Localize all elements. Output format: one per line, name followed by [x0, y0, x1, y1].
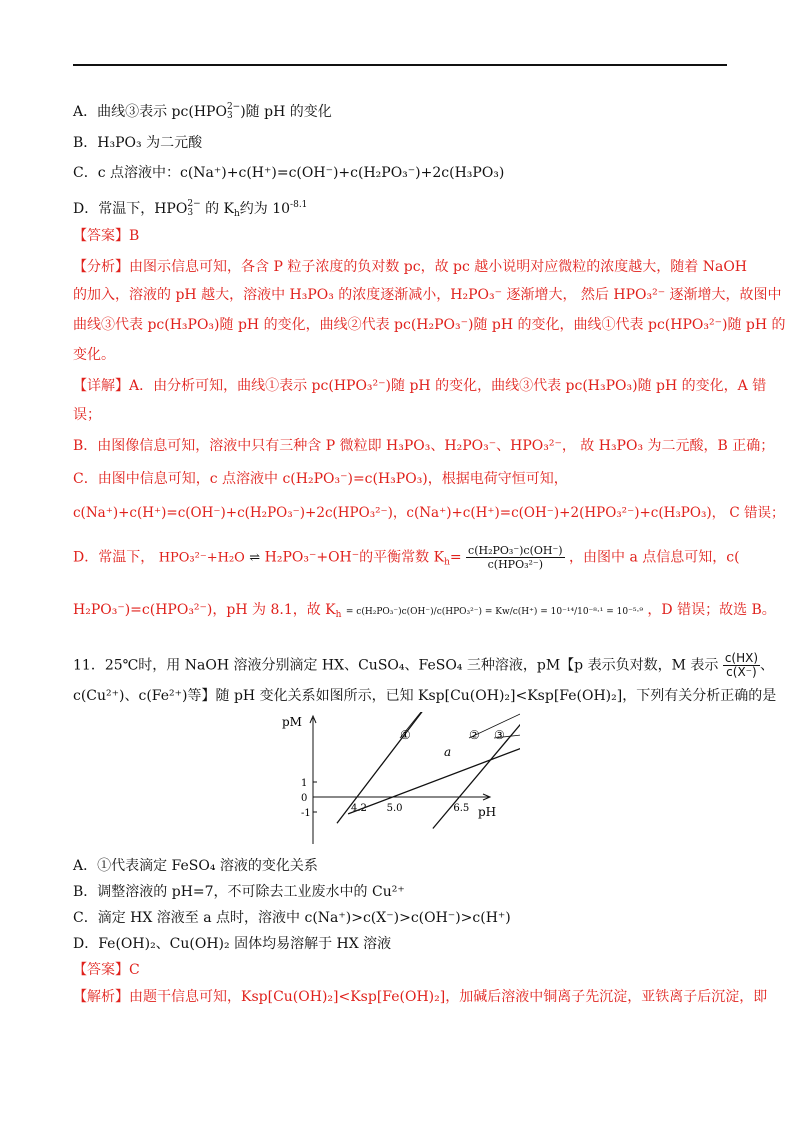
x-tick-label: 5.0 [386, 803, 403, 814]
q10-detail-line1: 【详解】A．由分析可知，曲线①表示 pc(HPO₃²⁻)随 pH 的变化，曲线③代表 pc(H₃PO₃)随 pH 的变化，A 错 [73, 378, 767, 394]
q10-analysis-line3: 曲线③代表 pc(H₃PO₃)随 pH 的变化，曲线②代表 pc(H₂PO₃⁻)随 pH 的变化，曲线①代表 pc(HPO₃²⁻)随 pH 的 [73, 317, 786, 333]
q10-detail-line7: H₂PO₃⁻)=c(HPO₃²⁻)，pH 为 8.1，故 $K_h = c(H_2PO_3^-)c(OH^-)/c(HPO_3^{2-}) = Kw/c(H^+) = 10^{-14}/10^{-8}\cdot^1 = 10^{-5}\cdot^9$ ，D 错误；故选 B。 [73, 602, 776, 620]
series-label: ② [469, 728, 480, 742]
series-line [348, 730, 520, 814]
y-axis-label: pM [282, 715, 302, 729]
q11-explanation: 【解析】由题干信息可知，Ksp[Cu(OH)₂]<Ksp[Fe(OH)₂]，加碱后溶液中铜离子先沉淀，亚铁离子后沉淀，即 [73, 989, 768, 1005]
top-rule [73, 64, 727, 66]
x-tick-label: 4.2 [351, 803, 367, 814]
q11-option-a: A．①代表滴定 FeSO₄ 溶液的变化关系 [73, 858, 318, 874]
equilibrium-arrow-icon: ⇌ [249, 550, 261, 566]
q10-detail-line3: B．由图像信息可知，溶液中只有三种含 P 微粒即 H₃PO₃、H₂PO₃⁻、HPO₃²⁻， 故 H₃PO₃ 为二元酸，B 正确； [73, 438, 775, 454]
series-label: ① [400, 728, 411, 742]
q11-option-d: D．Fe(OH)₂、Cu(OH)₂ 固体均易溶解于 HX 溶液 [73, 936, 392, 952]
kh-fraction: $\frac{\text{c(H₂PO₃⁻)c(OH⁻)}}{\text{c(HPO₃²⁻)}}$ [468, 544, 563, 571]
y-tick-label: 0 [301, 793, 308, 804]
q10-detail-line2: 误； [73, 407, 101, 423]
q10-analysis-line2: 的加入，溶液的 pH 越大，溶液中 H₃PO₃ 的浓度逐渐减小，H₂PO₃⁻ 逐渐增大， 然后 HPO₃²⁻ 逐渐增大，故图中 [73, 287, 782, 303]
q10-option-a: A．曲线③表示 pc(HPO2− 3 )随 pH 的变化 [73, 102, 332, 121]
q11-stem-line1: 11．25℃时，用 NaOH 溶液分别滴定 HX、CuSO₄、FeSO₄ 三种溶液，pM【p 表示负对数，M 表示 $\frac{c(HX)}{c(X^-)}$ 、 [73, 651, 775, 679]
x-axis-label: pH [478, 805, 497, 819]
q10-detail-line4: C．由图中信息可知，c 点溶液中 c(H₂PO₃⁻)=c(H₃PO₃)，根据电荷守恒可知， [73, 471, 568, 487]
q10-answer: 【答案】B [73, 228, 140, 244]
q11-stem-line2: c(Cu²⁺)、c(Fe²⁺)等】随 pH 变化关系如图所示，已知 Ksp[Cu(OH)₂]<Ksp[Fe(OH)₂]，下列有关分析正确的是 [73, 688, 777, 704]
y-tick-label: -1 [301, 808, 311, 819]
q10-option-b: B．H₃PO₃ 为二元酸 [73, 135, 203, 151]
q11-answer: 【答案】C [73, 962, 140, 978]
x-tick-label: 6.5 [453, 803, 470, 814]
q10-analysis-line1: 【分析】由图示信息可知，各含 P 粒子浓度的负对数 pc，故 pc 越小说明对应微粒的浓度越大，随着 NaOH [73, 259, 748, 275]
q10-detail-line6: D．常温下， HPO₃²⁻+H₂O ⇌ H₂PO₃⁻+OH⁻的平衡常数 $K_h=$ $\frac{\text{c(H₂PO₃⁻)c(OH⁻)}}{\text{c(HPO₃²⁻)}}$ ，由图中 a 点信息可知，c( [73, 544, 740, 571]
q10-analysis-line4: 变化。 [73, 347, 115, 363]
q10-option-c: C．c 点溶液中：c(Na⁺)+c(H⁺)=c(OH⁻)+c(H₂PO₃⁻)+2c(H₃PO₃) [73, 165, 505, 181]
hx-ratio-fraction: $\frac{c(HX)}{c(X^-)}$ [724, 651, 759, 679]
q11-option-b: B．调整溶液的 pH=7，不可除去工业废水中的 Cu²⁺ [73, 884, 405, 900]
q11-option-c: C．滴定 HX 溶液至 a 点时，溶液中 c(Na⁺)>c(X⁻)>c(OH⁻)>c(H⁺) [73, 910, 511, 926]
point-a-label: a [444, 745, 452, 759]
series-label: ③ [494, 728, 505, 742]
q10-detail-line5: c(Na⁺)+c(H⁺)=c(OH⁻)+c(H₂PO₃⁻)+2c(HPO₃²⁻)，c(Na⁺)+c(H⁺)=c(OH⁻)+2(HPO₃²⁻)+c(H₃PO₃)， C 错误； [73, 505, 785, 521]
y-tick-label: 1 [301, 778, 308, 789]
q10-option-d: D．常温下，HPO2− 3 的 $K_h$约为 $10^{-8.1}$ [73, 199, 308, 219]
pm-ph-chart [280, 712, 520, 852]
